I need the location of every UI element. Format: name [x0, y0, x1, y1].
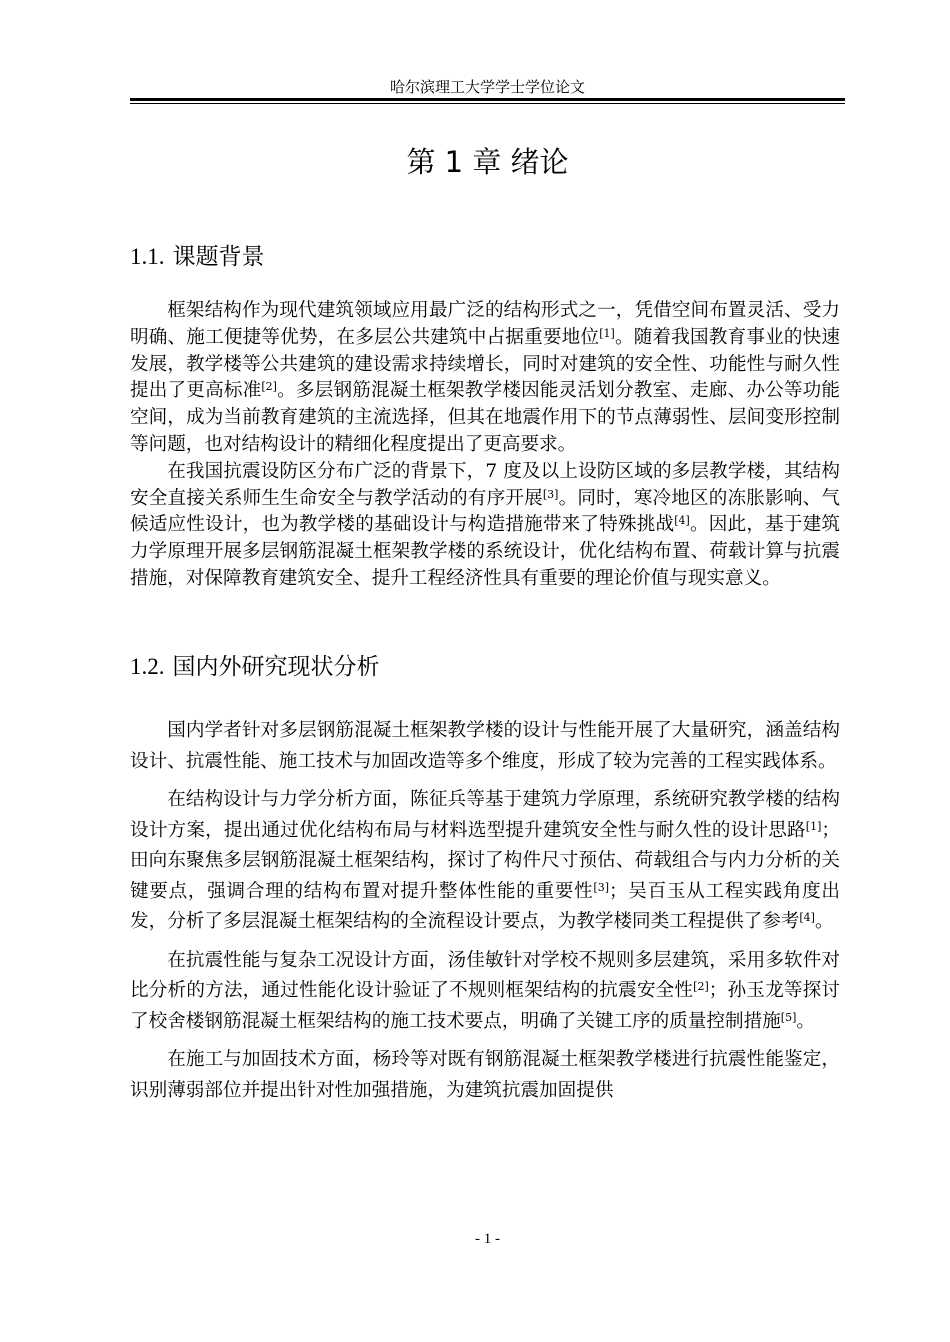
body-paragraph: 在抗震性能与复杂工况设计方面，汤佳敏针对学校不规则多层建筑，采用多软件对比分析的方法，通过性能化设计验证了不规则框架结构的抗震安全性[2]；孙玉龙等探讨了校舍楼钢筋混凝土框架结构的施工技术要点，明确了关键工序的质量控制措施[5]。: [130, 949, 840, 1032]
body-paragraph: 框架结构作为现代建筑领域应用最广泛的结构形式之一，凭借空间布置灵活、受力明确、施工便捷等优势，在多层公共建筑中占据重要地位[1]。随着我国教育事业的快速发展，教学楼等公共建筑的建设需求持续增长，同时对建筑的安全性、功能性与耐久性提出了更高标准[2]。多层钢筋混凝土框架教学楼因能灵活划分教室、走廊、办公等功能空间，成为当前教育建筑的主流选择，但其在地震作用下的节点薄弱性、层间变形控制等问题，也对结构设计的精细化程度提出了更高要求。: [130, 300, 840, 455]
page-header: 哈尔滨理工大学学士学位论文: [389, 78, 585, 96]
section-number: 1.1.: [130, 244, 165, 269]
citation-marker: [1]: [599, 326, 615, 340]
citation-marker: [3]: [542, 487, 559, 501]
section-heading-1-2: [130, 650, 845, 684]
header-rule-thick: [130, 98, 845, 101]
citation-marker: [2]: [693, 980, 709, 993]
page-number: - 1 -: [475, 1231, 500, 1247]
section-1-2-body: [130, 716, 840, 1114]
citation-marker: [3]: [593, 880, 609, 894]
section-title: 国内外研究现状分析: [172, 654, 380, 680]
section-heading-1-1: [130, 240, 845, 274]
citation-marker: [2]: [261, 380, 277, 394]
citation-marker: [4]: [674, 514, 690, 528]
body-paragraph: 在结构设计与力学分析方面，陈征兵等基于建筑力学原理，系统研究教学楼的结构设计方案，提出通过优化结构布局与材料选型提升建筑安全性与耐久性的设计思路[1]；田向东聚焦多层钢筋混凝土框架结构，探讨了构件尺寸预估、荷载组合与内力分析的关键要点，强调合理的结构布置对提升整体性能的重要性[3]；吴百玉从工程实践角度出发，分析了多层混凝土框架结构的全流程设计要点，为教学楼同类工程提供了参考[4]。: [130, 789, 840, 932]
header-rule-thin: [130, 103, 845, 104]
citation-marker: [5]: [780, 1010, 797, 1024]
body-paragraph: 在我国抗震设防区分布广泛的背景下，7 度及以上设防区域的多层教学楼，其结构安全直接关系师生生命安全与教学活动的有序开展[3]。同时，寒冷地区的冻胀影响、气候适应性设计，也为教学楼的基础设计与构造措施带来了特殊挑战[4]。因此，基于建筑力学原理开展多层钢筋混凝土框架教学楼的系统设计，优化结构布置、荷载计算与抗震措施，对保障教育建筑安全、提升工程经济性具有重要的理论价值与现实意义。: [130, 460, 840, 589]
citation-marker: [1]: [805, 819, 822, 833]
section-title: 课题背景: [172, 244, 265, 270]
body-paragraph: 在施工与加固技术方面，杨玲等对既有钢筋混凝土框架教学楼进行抗震性能鉴定，识别薄弱部位并提出针对性加强措施，为建筑抗震加固提供: [130, 1049, 840, 1101]
section-1-1-body: [130, 298, 840, 593]
chapter-title: 第 1 章 绪论: [406, 145, 569, 179]
body-paragraph: 国内学者针对多层钢筋混凝土框架教学楼的设计与性能开展了大量研究，涵盖结构设计、抗震性能、施工技术与加固改造等多个维度，形成了较为完善的工程实践体系。: [130, 720, 840, 772]
section-number: 1.2.: [130, 654, 165, 679]
citation-marker: [4]: [799, 911, 815, 924]
